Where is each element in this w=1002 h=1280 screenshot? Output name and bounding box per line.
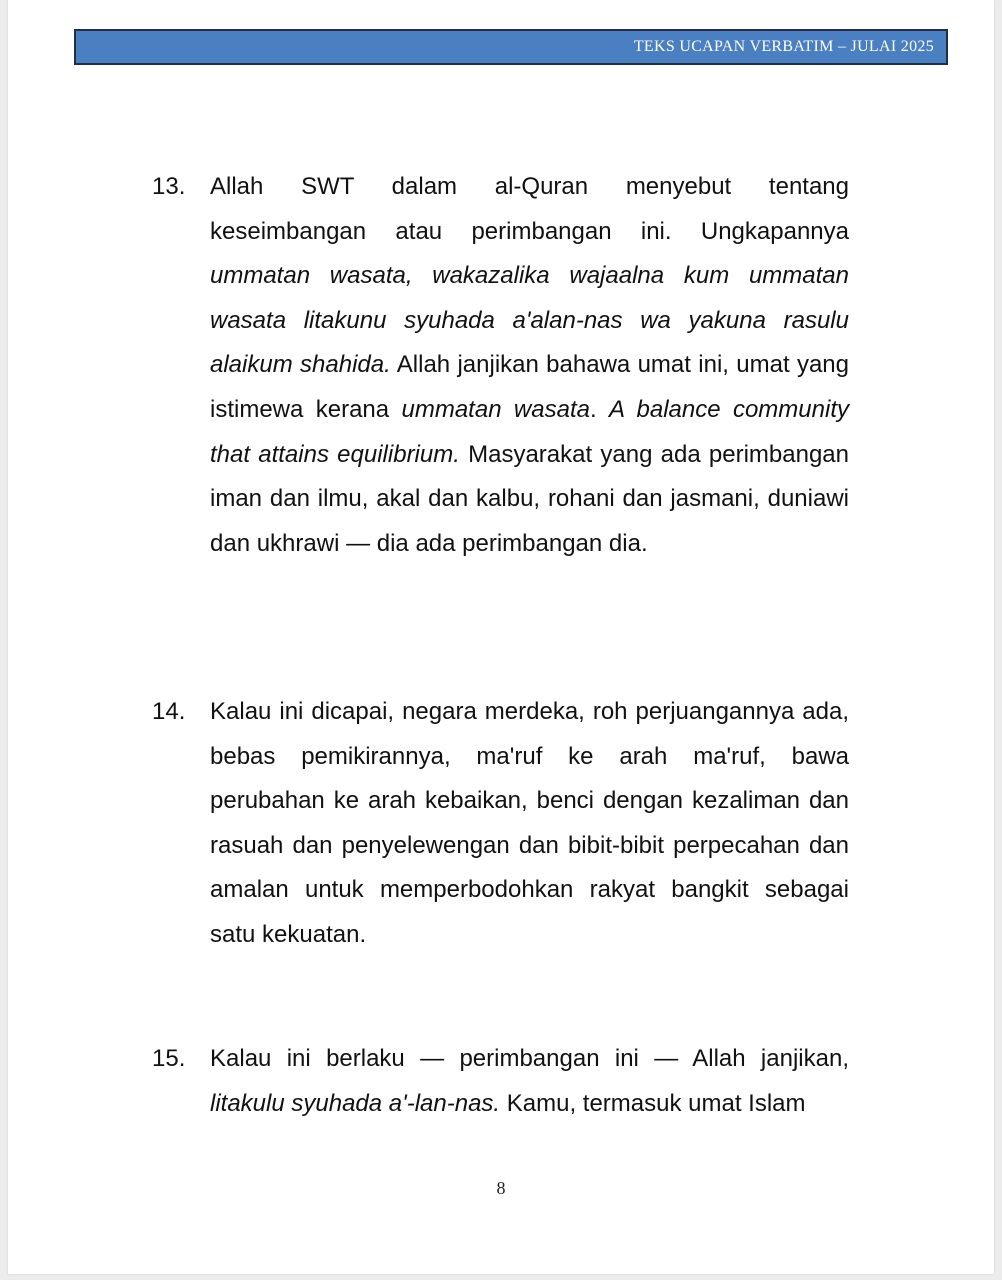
text-segment: Kalau ini berlaku — perimbangan ini — Allah janjikan, [210, 1045, 849, 1072]
paragraph-number: 15. [152, 1045, 186, 1072]
page-number: 8 [496, 1178, 506, 1198]
paragraph-text [210, 690, 849, 958]
header-title: TEKS UCAPAN VERBATIM – JULAI 2025 [633, 38, 934, 55]
text-segment: Masyarakat yang ada perimbangan iman dan ilmu, akal dan kalbu, rohani dan jasmani, duniawi dan ukhrawi — dia ada perimbangan dia. [210, 440, 850, 557]
paragraph-number: 14. [152, 698, 186, 725]
text-segment: Kalau ini dicapai, negara merdeka, roh perjuangannya ada, bebas pemikirannya, ma'ruf ke arah ma'ruf, bawa perubahan ke arah kebaikan, benci dengan kezaliman dan rasuah dan penyelewengan dan bibit-bibit perpecahan dan amalan untuk memperbodohkan rakyat bangkit sebagai satu kekuatan. [210, 698, 849, 948]
paragraph-text [210, 1037, 849, 1126]
italic-text-segment: ummatan wasata [401, 395, 590, 423]
italic-text-segment: litakulu syuhada a'-lan-nas. [210, 1089, 501, 1117]
italic-text-segment: A balance community that attains equilibrium. [210, 395, 849, 468]
text-segment: Allah janjikan bahawa umat ini, umat yang istimewa kerana [210, 351, 849, 423]
header-bar [74, 29, 948, 65]
document-page [8, 0, 994, 1274]
paragraph-number: 13. [152, 173, 186, 200]
italic-text-segment: ummatan wasata, wakazalika wajaalna kum ummatan wasata litakunu syuhada a'alan-nas wa yakuna rasulu alaikum shahida. [210, 262, 849, 379]
text-segment: Kamu, termasuk umat Islam [500, 1089, 806, 1117]
text-segment: Allah SWT dalam al-Quran menyebut tentang keseimbangan atau perimbangan ini. Ungkapannya [210, 173, 849, 245]
text-segment: . [589, 395, 610, 423]
paragraph-text [210, 165, 849, 566]
